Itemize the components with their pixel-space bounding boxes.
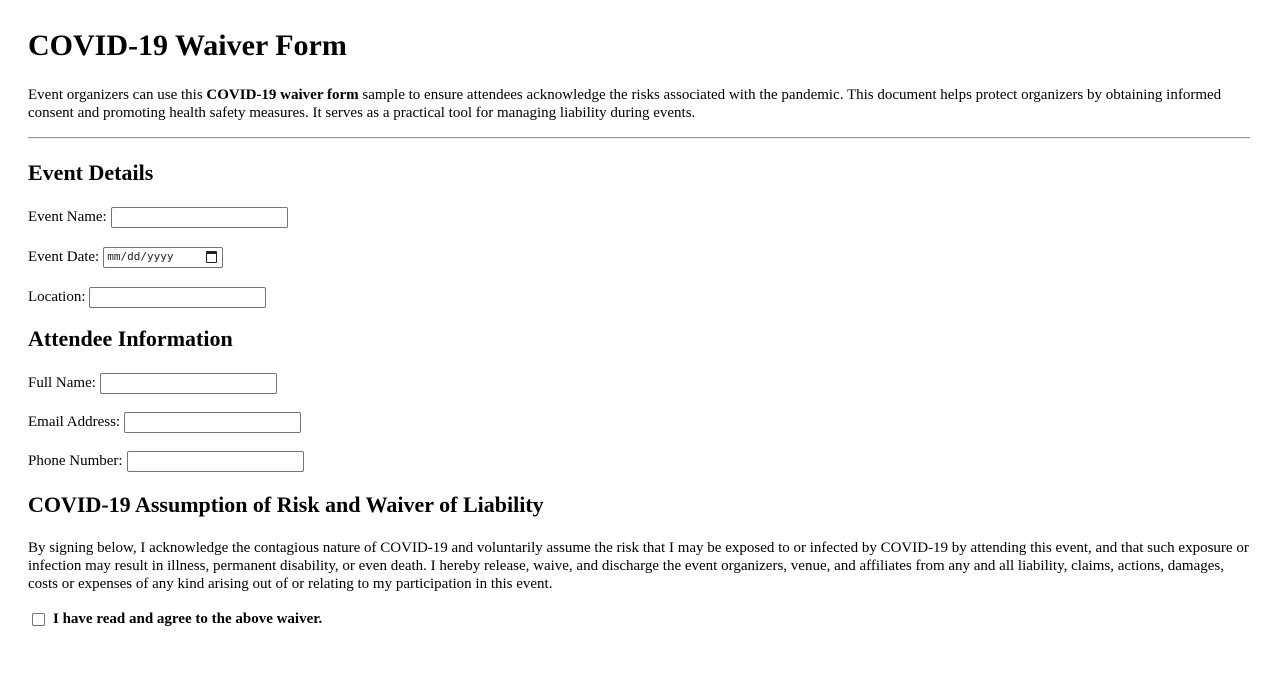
event-name-row xyxy=(28,205,1250,229)
agree-label[interactable]: I have read and agree to the above waiver. xyxy=(53,611,323,627)
waiver-heading: COVID-19 Assumption of Risk and Waiver of Liability xyxy=(28,492,544,517)
waiver-text: By signing below, I acknowledge the contagious nature of COVID-19 and voluntarily assume the risk that I may be exposed to or infected by COVID-19 by attending this event, and that such exposure or infection may result in illness, permanent disability, or even death. I hereby release, waive, and discharge the event organizers, venue, and affiliates from any and all liability, claims, actions, damages, costs or expenses of any kind arising out of or relating to my participation in this event. xyxy=(28,540,1249,592)
phone-input[interactable] xyxy=(127,451,304,472)
event-name-input[interactable] xyxy=(111,207,288,228)
event-details-heading: Event Details xyxy=(28,160,154,185)
location-row xyxy=(28,285,1250,309)
date-placeholder: mm/dd/yyyy xyxy=(107,250,174,263)
calendar-icon[interactable] xyxy=(206,251,217,263)
email-row xyxy=(28,410,1250,434)
agree-checkbox[interactable] xyxy=(32,613,45,626)
waiver-form-page xyxy=(0,28,1278,628)
email-label: Email Address: xyxy=(28,414,121,430)
agree-row[interactable] xyxy=(28,610,1250,628)
phone-label: Phone Number: xyxy=(28,453,123,469)
attendee-heading: Attendee Information xyxy=(28,326,233,351)
event-date-row xyxy=(28,245,1250,269)
email-input[interactable] xyxy=(124,412,301,433)
event-date-input[interactable] xyxy=(103,247,223,268)
page-title: COVID-19 Waiver Form xyxy=(28,29,347,62)
intro-paragraph xyxy=(28,86,1250,122)
intro-text-end: sample to ensure attendees acknowledge the risks associated with the pandemic. This document helps protect organizers by obtaining informed consent and promoting health safety measures. It serves as a practical tool for managing liability during events. xyxy=(28,87,1222,121)
location-input[interactable] xyxy=(89,287,266,308)
full-name-label: Full Name: xyxy=(28,375,96,391)
divider xyxy=(28,137,1250,139)
intro-text: Event organizers can use this xyxy=(28,87,207,103)
phone-row xyxy=(28,449,1250,473)
event-name-label: Event Name: xyxy=(28,209,107,225)
full-name-row xyxy=(28,371,1250,395)
event-date-label: Event Date: xyxy=(28,249,100,265)
location-label: Location: xyxy=(28,289,86,305)
full-name-input[interactable] xyxy=(100,373,277,394)
intro-bold: COVID-19 waiver form xyxy=(206,87,359,103)
